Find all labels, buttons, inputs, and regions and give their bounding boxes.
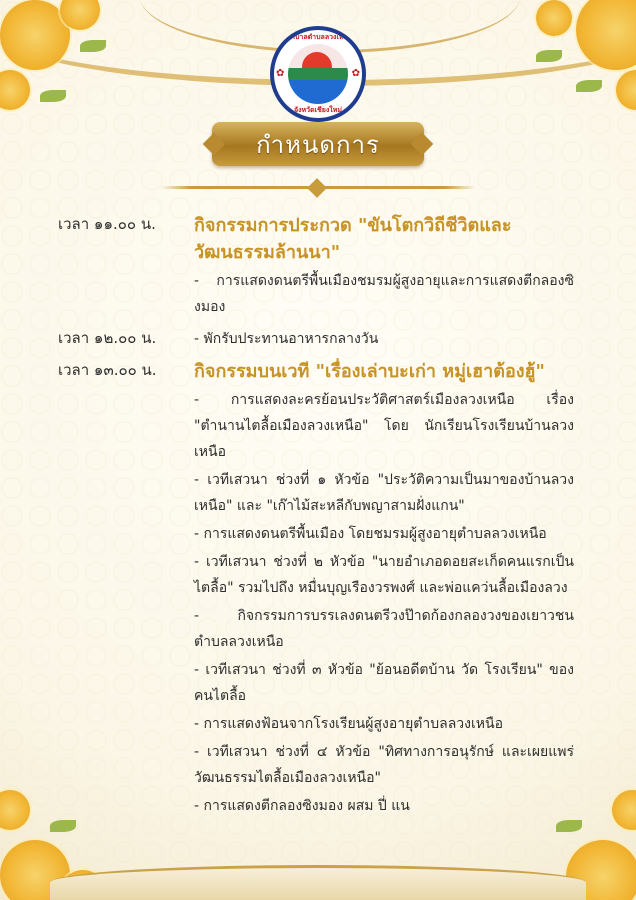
activity-heading: กิจกรรมบนเวที "เรื่องเล่าบะเก่า หมู่เฮาต้องฮู้" [194, 361, 545, 382]
activity-item: - การแสดงดนตรีพื้นเมือง โดยชมรมผู้สูงอายุตำบลลวงเหนือ [194, 526, 547, 542]
schedule-time: เวลา ๑๑.๐๐ น. [58, 215, 156, 233]
page-title: กำหนดการ [256, 130, 380, 159]
schedule-content [194, 326, 574, 352]
logo-bottom-text: จังหวัดเชียงใหม่ [294, 106, 342, 114]
star-icon: ✿ [351, 68, 360, 79]
schedule-row [58, 326, 574, 352]
schedule-row [58, 358, 574, 819]
activity-heading: กิจกรรมการประกวด "ขันโตกวิถีชีวิตและวัฒนธรรมล้านนา" [194, 215, 512, 263]
activity-item: - เวทีเสวนา ช่วงที่ ๓ หัวข้อ "ย้อนอดีตบ้าน วัด โรงเรียน" ของคนไตลื้อ [194, 662, 574, 704]
logo-top-text: เทศบาลตำบลลวงเหนือ [283, 33, 353, 41]
activity-item: - การแสดงละครย้อนประวัติศาสตร์เมืองลวงเหนือ เรื่อง "ตำนานไตลื้อเมืองลวงเหนือ" โดย นักเรียนโรงเรียนบ้านลวงเหนือ [194, 392, 574, 460]
schedule-time: เวลา ๑๒.๐๐ น. [58, 329, 157, 347]
activity-item: - การแสดงฟ้อนจากโรงเรียนผู้สูงอายุตำบลลวงเหนือ [194, 716, 503, 732]
title-divider [160, 186, 476, 189]
municipality-logo [270, 26, 366, 122]
activity-item: - เวทีเสวนา ช่วงที่ ๑ หัวข้อ "ประวัติความเป็นมาของบ้านลวงเหนือ" และ "เก๊าไม้สะหลีกับพญาสามฝั่งแกน" [194, 472, 574, 514]
open-book-decoration [50, 865, 586, 900]
title-banner [212, 122, 424, 166]
schedule-row [58, 212, 574, 320]
schedule [58, 212, 574, 819]
activity-item: - การแสดงดนตรีพื้นเมืองชมรมผู้สูงอายุและการแสดงตีกลองซิงมอง [194, 273, 574, 315]
activity-item: - การแสดงตีกลองซิงมอง ผสม ปี่ แน [194, 798, 410, 814]
activity-item: - พักรับประทานอาหารกลางวัน [194, 331, 379, 347]
schedule-content [194, 212, 574, 320]
activity-item: - กิจกรรมการบรรเลงดนตรีวงป๊าดก้องกลองวงของเยาวชนตำบลลวงเหนือ [194, 608, 574, 650]
star-icon: ✿ [276, 68, 285, 79]
flower-decoration-top-left [0, 0, 120, 120]
flower-decoration-top-right [516, 0, 636, 120]
schedule-content [194, 358, 574, 819]
schedule-time: เวลา ๑๓.๐๐ น. [58, 361, 157, 379]
activity-item: - เวทีเสวนา ช่วงที่ ๔ หัวข้อ "ทิศทางการอนุรักษ์ และเผยแพร่วัฒนธรรมไตลื้อเมืองลวงเหนือ" [194, 744, 574, 786]
activity-item: - เวทีเสวนา ช่วงที่ ๒ หัวข้อ "นายอำเภอดอยสะเก็ดคนแรกเป็นไตลื้อ" รวมไปถึง หมื่นบุญเรืองวรพงศ์ และพ่อแคว่นลื้อเมืองลวง [194, 554, 574, 596]
